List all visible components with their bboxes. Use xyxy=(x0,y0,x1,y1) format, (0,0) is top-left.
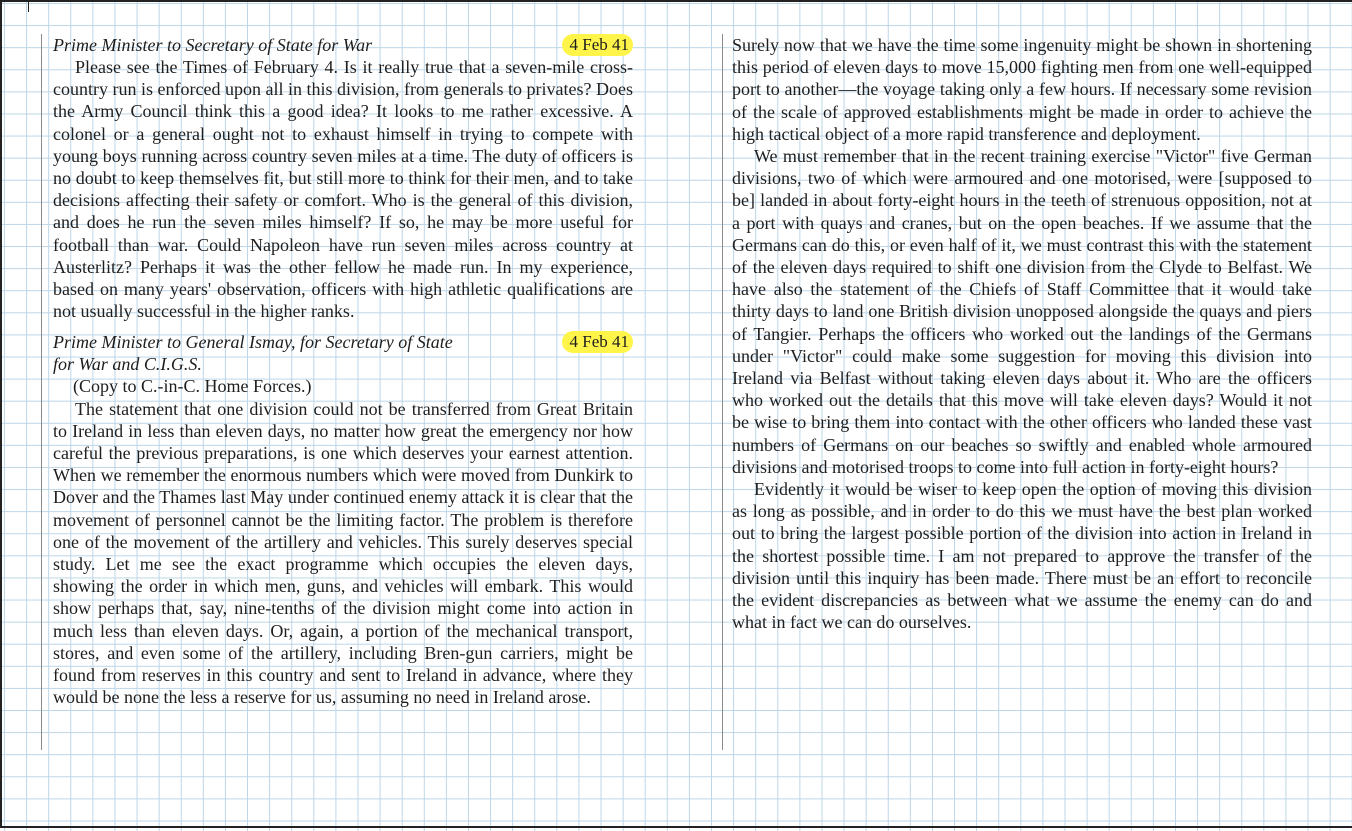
memo-paragraph: Evidently it would be wiser to keep open the option of moving this division as long as possible, and in order to do this we must have the best plan worked out to bring the largest possible portion of the division into action in Ireland in the shortest possible time. I am not prepared to approve the transfer of the division until this inquiry has been made. There must be an effort to reconcile the evident discrepancies as between what we assume the enemy can do and what in fact we can do ourselves. xyxy=(732,479,1312,633)
left-column xyxy=(53,34,633,708)
corner-tick xyxy=(28,0,29,12)
memo-heading-row xyxy=(53,331,633,375)
right-column xyxy=(732,34,1312,633)
memo-paragraph: We must remember that in the recent training exercise "Victor" five German divisions, two of which were armoured and one motorised, were [supposed to be] landed in about forty-eight hours in the teeth of strenuous opposition, not at a port with quays and cranes, but on the open beaches. If we assume that the Germans can do this, or even half of it, we must contrast this with the statement of the eleven days required to shift one division from the Clyde to Belfast. We have also the statement of the Chiefs of Staff Committee that it would take thirty days to land one British division unopposed alongside the quays and piers of Tangier. Perhaps the officers who worked out the landings of the Germans under "Victor" could make some suggestion for moving this division into Ireland via Belfast without taking eleven days about it. Who are the officers who worked out the details that this move will take eleven days? Would it not be wise to bring them into contact with the other officers who landed these vast numbers of Germans on our beaches so swiftly and enabled whole armoured divisions and motorised troops to come into full action in forty-eight hours? xyxy=(732,146,1312,477)
right-column-rule xyxy=(722,34,723,750)
memo-heading-row xyxy=(53,34,633,56)
top-border xyxy=(0,0,1352,2)
left-border xyxy=(0,0,2,828)
copy-line: (Copy to C.-in-C. Home Forces.) xyxy=(73,376,312,397)
memo-heading: Prime Minister to General Ismay, for Secretary of State for War and C.I.G.S. xyxy=(53,332,453,375)
left-column-rule xyxy=(41,34,42,750)
memo-date-highlight: 4 Feb 41 xyxy=(562,331,634,353)
memo-date-highlight: 4 Feb 41 xyxy=(562,34,634,56)
memo-paragraph: The statement that one division could not be transferred from Great Britain to Ireland in less than eleven days, no matter how great the emergency nor how careful the previous preparations, is one which deserves your earnest attention. When we remember the enormous numbers which were moved from Dunkirk to Dover and the Thames last May under continued enemy attack it is clear that the movement of personnel cannot be the limiting factor. The problem is therefore one of the movement of the artillery and vehicles. This surely deserves special study. Let me see the exact programme which occupies the eleven days, showing the order in which men, guns, and vehicles will embark. This would show perhaps that, say, nine-tenths of the division might come into action in much less than eleven days. Or, again, a portion of the mechanical transport, stores, and even some of the artillery, including Bren-gun carriers, might be found from reserves in this country and sent to Ireland in advance, where they would be none the less a reserve for us, assuming no need in Ireland arose. xyxy=(53,398,633,708)
memo-heading: Prime Minister to Secretary of State for War xyxy=(53,35,373,55)
memo-paragraph: Please see the Times of February 4. Is it really true that a seven-mile cross-country run is enforced upon all in this division, from generals to privates? Does the Army Council think this a good idea? It looks to me rather excessive. A colonel or a general ought not to exhaust himself in trying to compete with young boys running across country seven miles at a time. The duty of officers is no doubt to keep themselves fit, but still more to think for their men, and to take decisions affecting their safety or comfort. Who is the general of this division, and does he run the seven miles himself? If so, he may be more useful for football than war. Could Napoleon have run seven miles across country at Austerlitz? Perhaps it was the other fellow he made run. In my experience, based on many years' observation, officers with high athletic qualifications are not usually successful in the higher ranks. xyxy=(53,57,633,322)
memo-section-2 xyxy=(53,331,633,708)
memo-section-1 xyxy=(53,34,633,322)
bottom-border xyxy=(0,826,1352,828)
memo-paragraph: Surely now that we have the time some ingenuity might be shown in shortening this period of eleven days to move 15,000 fighting men from one well-equipped port to another—the voyage taking only a few hours. If necessary some revision of the scale of approved establishments might be made in order to achieve the high tactical object of a more rapid transference and deployment. xyxy=(732,35,1312,144)
